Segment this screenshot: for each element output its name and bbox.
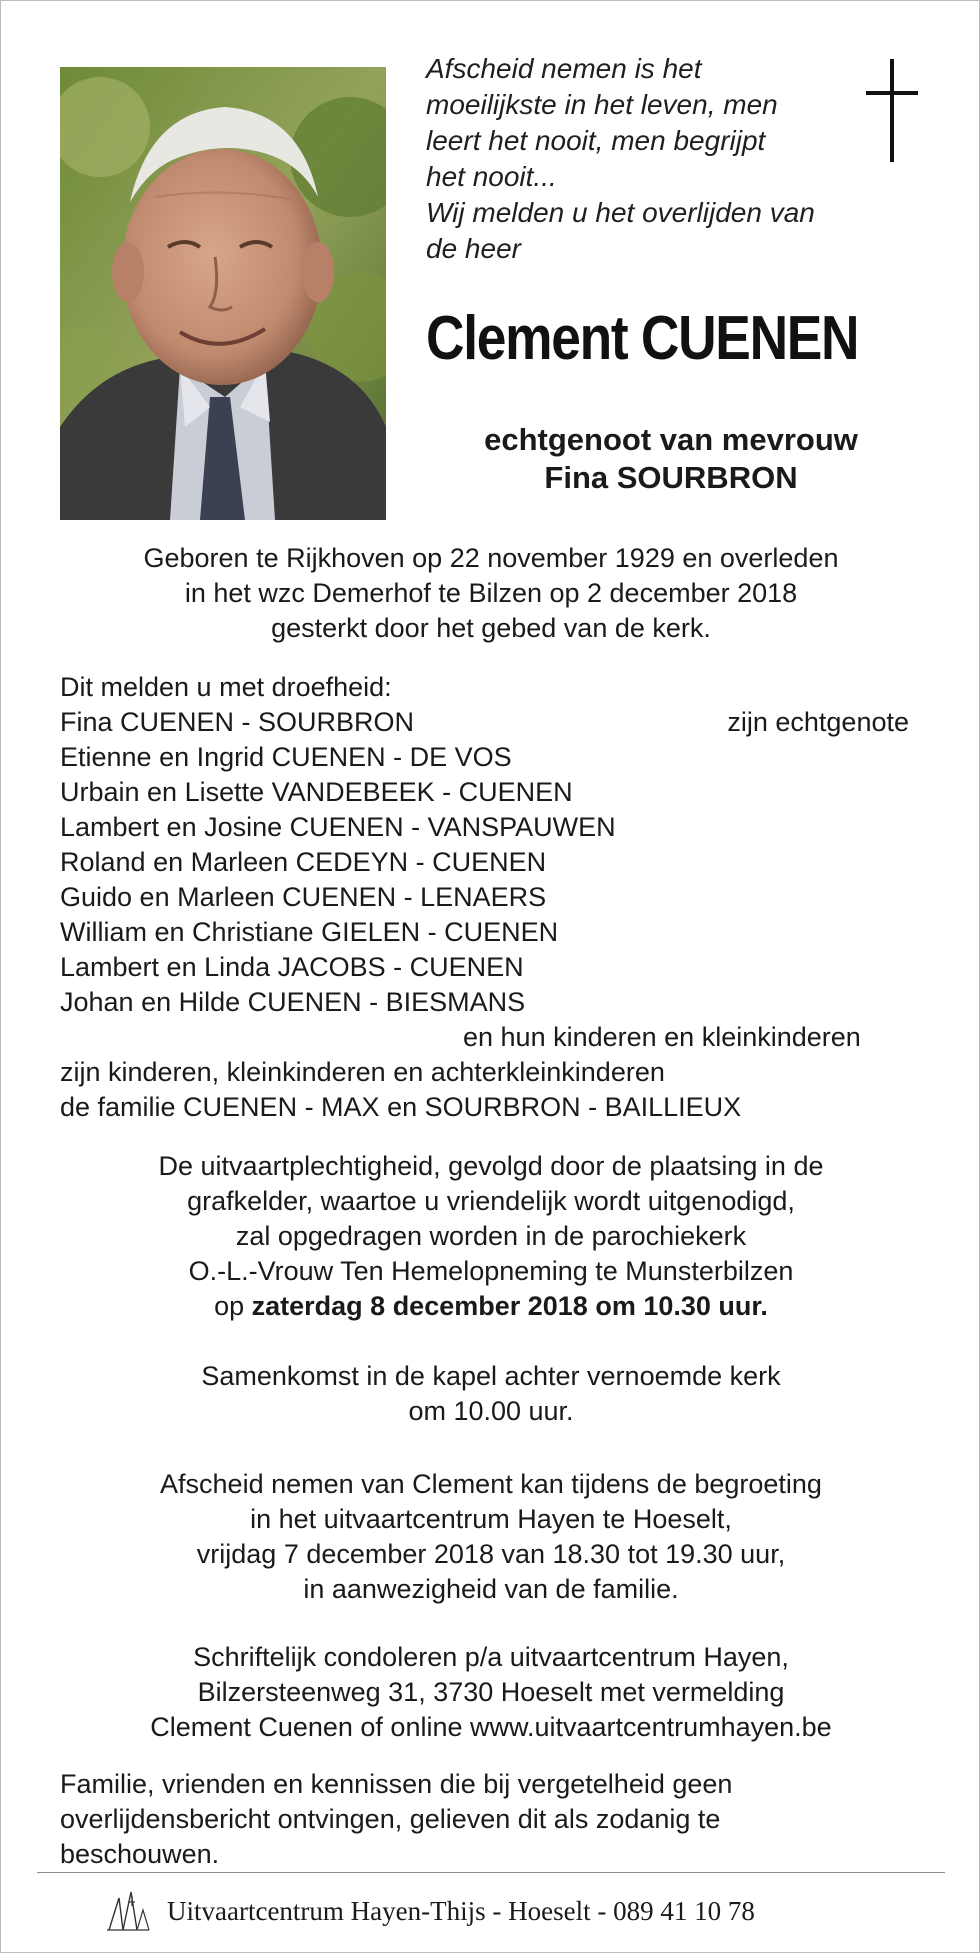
info-line: Bilzersteenweg 31, 3730 Hoeselt met vermelding — [197, 1677, 785, 1707]
farewell-info — [41, 1467, 941, 1607]
info-line: De uitvaartplechtigheid, gevolgd door de plaatsing in de — [158, 1151, 824, 1181]
info-line: Schriftelijk condoleren p/a uitvaartcentrum Hayen, — [193, 1642, 789, 1672]
quote-line: het nooit... — [426, 161, 557, 192]
quote-line: de heer — [426, 233, 521, 264]
list-item: Lambert en Linda JACOBS - CUENEN — [60, 952, 524, 982]
ceremony-date: zaterdag 8 december 2018 om 10.30 uur. — [251, 1291, 768, 1321]
quote-line: Afscheid nemen is het — [426, 53, 702, 84]
list-item: Roland en Marleen CEDEYN - CUENEN — [60, 847, 547, 877]
info-line: beschouwen. — [60, 1839, 220, 1869]
info-line: grafkelder, waartoe u vriendelijk wordt uitgenodigd, — [187, 1186, 795, 1216]
quote-line: moeilijkste in het leven, men — [426, 89, 778, 120]
list-item: de familie CUENEN - MAX en SOURBRON - BAILLIEUX — [60, 1092, 742, 1122]
list-item: Johan en Hilde CUENEN - BIESMANS — [60, 987, 526, 1017]
quote-line: leert het nooit, men begrijpt — [426, 125, 766, 156]
info-line: in aanwezigheid van de familie. — [303, 1574, 679, 1604]
info-line: Afscheid nemen van Clement kan tijdens de begroeting — [160, 1469, 822, 1499]
info-line: Clement Cuenen of online www.uitvaartcentrumhayen.be — [150, 1712, 832, 1742]
children-suffix: en hun kinderen en kleinkinderen — [463, 1022, 861, 1052]
spouse-info — [406, 421, 936, 497]
list-item: Etienne en Ingrid CUENEN - DE VOS — [60, 742, 512, 772]
info-line: om 10.00 uur. — [408, 1396, 574, 1426]
cross-icon — [863, 59, 923, 162]
info-line: Geboren te Rijkhoven op 22 november 1929 en overleden — [143, 543, 839, 573]
funeral-home-logo-icon — [105, 1888, 151, 1934]
footer — [105, 1888, 925, 1934]
mourner-role: zijn echtgenote — [727, 707, 909, 737]
spouse-line: echtgenoot van mevrouw — [484, 422, 858, 457]
quote-line: Wij melden u het overlijden van — [426, 197, 815, 228]
gathering-info — [41, 1359, 941, 1429]
info-line: zal opgedragen worden in de parochiekerk — [235, 1221, 747, 1251]
info-line: Samenkomst in de kapel achter vernoemde kerk — [201, 1361, 781, 1391]
info-line: in het uitvaartcentrum Hayen te Hoeselt, — [250, 1504, 732, 1534]
spouse-name: Fina SOURBRON — [544, 460, 798, 495]
portrait-image — [60, 67, 386, 520]
opening-quote — [426, 51, 856, 267]
ceremony-info — [41, 1149, 941, 1324]
mourners-list — [60, 670, 930, 1125]
list-item — [60, 705, 930, 740]
info-line: overlijdensbericht ontvingen, gelieven dit als zodanig te — [60, 1804, 721, 1834]
footer-contact: Uitvaartcentrum Hayen-Thijs - Hoeselt - 089 41 10 78 — [167, 1896, 755, 1926]
info-line: in het wzc Demerhof te Bilzen op 2 december 2018 — [184, 578, 798, 608]
mourners-intro: Dit melden u met droefheid: — [60, 672, 392, 702]
list-item: Urbain en Lisette VANDEBEEK - CUENEN — [60, 777, 573, 807]
birth-death-info — [41, 541, 941, 646]
footer-divider — [37, 1872, 945, 1873]
portrait-photo — [60, 67, 386, 520]
notice-text — [60, 1767, 930, 1872]
info-line: vrijdag 7 december 2018 van 18.30 tot 19.30 uur, — [196, 1539, 786, 1569]
list-item: Lambert en Josine CUENEN - VANSPAUWEN — [60, 812, 616, 842]
info-line: gesterkt door het gebed van de kerk. — [271, 613, 711, 643]
list-item: Guido en Marleen CUENEN - LENAERS — [60, 882, 547, 912]
condolences-info — [41, 1640, 941, 1745]
mourner-name: Fina CUENEN - SOURBRON — [60, 707, 415, 737]
info-line: Familie, vrienden en kennissen die bij vergetelheid geen — [60, 1769, 733, 1799]
info-line: O.-L.-Vrouw Ten Hemelopneming te Munsterbilzen — [188, 1256, 794, 1286]
date-prefix: op — [214, 1291, 252, 1321]
deceased-name: Clement CUENEN — [426, 304, 859, 373]
list-item: William en Christiane GIELEN - CUENEN — [60, 917, 559, 947]
ceremony-date-line — [41, 1289, 941, 1324]
list-item: zijn kinderen, kleinkinderen en achterkleinkinderen — [60, 1057, 665, 1087]
